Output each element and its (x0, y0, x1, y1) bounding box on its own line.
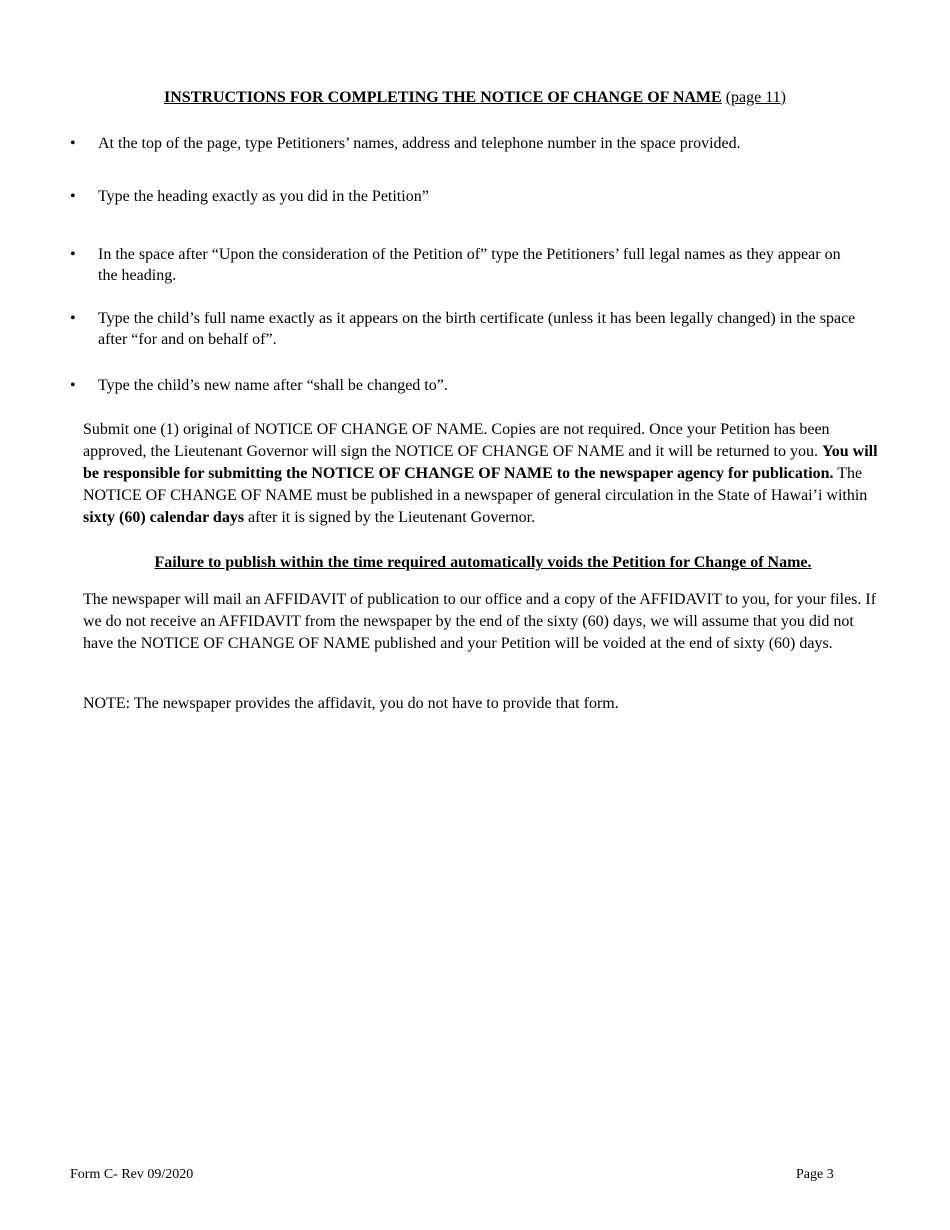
instruction-text: In the space after “Upon the consideration of the Petition of” type the Petitioners’ full legal names as they appear on the heading. (98, 246, 841, 284)
submit-bold-deadline: sixty (60) calendar days (83, 509, 245, 526)
title-page-ref: (page 11) (725, 89, 786, 106)
submit-paragraph (83, 419, 883, 529)
bullet-icon: • (70, 377, 76, 394)
submit-text-2: The NOTICE OF CHANGE OF NAME must be published in a newspaper of general circulation in the State of Hawai’i within (83, 465, 868, 504)
note-paragraph: NOTE: The newspaper provides the affidavit, you do not have to provide that form. (83, 695, 619, 712)
affidavit-paragraph: The newspaper will mail an AFFIDAVIT of publication to our office and a copy of the AFFIDAVIT to you, for your files. If we do not receive an AFFIDAVIT from the newspaper by the end of the sixty (60) days, we will assume that you did not have the NOTICE OF CHANGE OF NAME published and your Petition will be voided at the end of sixty (60) days. (83, 591, 877, 652)
instruction-text: Type the child’s full name exactly as it appears on the birth certificate (unless it has been legally changed) in the space after “for and on behalf of”. (98, 310, 856, 348)
page-title (0, 88, 950, 108)
bullet-icon: • (70, 188, 76, 205)
submit-text-1: Submit one (1) original of NOTICE OF CHANGE OF NAME. Copies are not required. Once your Petition has been approved, the Lieutenant Governor will sign the NOTICE OF CHANGE OF NAME and it will be returned to you. (83, 421, 830, 460)
submit-bold-responsibility: You will be responsible for submitting the NOTICE OF CHANGE OF NAME to the newspaper agency for publication. (83, 443, 878, 482)
failure-warning: Failure to publish within the time required automatically voids the Petition for Change of Name. (154, 554, 812, 571)
bullet-icon: • (70, 246, 76, 263)
title-main: INSTRUCTIONS FOR COMPLETING THE NOTICE OF CHANGE OF NAME (164, 89, 722, 106)
page-number: Page 3 (796, 1167, 834, 1182)
bullet-icon: • (70, 310, 76, 327)
form-revision: Form C- Rev 09/2020 (70, 1167, 194, 1182)
instruction-text: At the top of the page, type Petitioners’ names, address and telephone number in the space provided. (98, 135, 741, 152)
instruction-text: Type the heading exactly as you did in the Petition” (98, 188, 429, 205)
instruction-text: Type the child’s new name after “shall be changed to”. (98, 377, 448, 394)
bullet-icon: • (70, 135, 76, 152)
submit-text-3: after it is signed by the Lieutenant Governor. (244, 509, 536, 526)
